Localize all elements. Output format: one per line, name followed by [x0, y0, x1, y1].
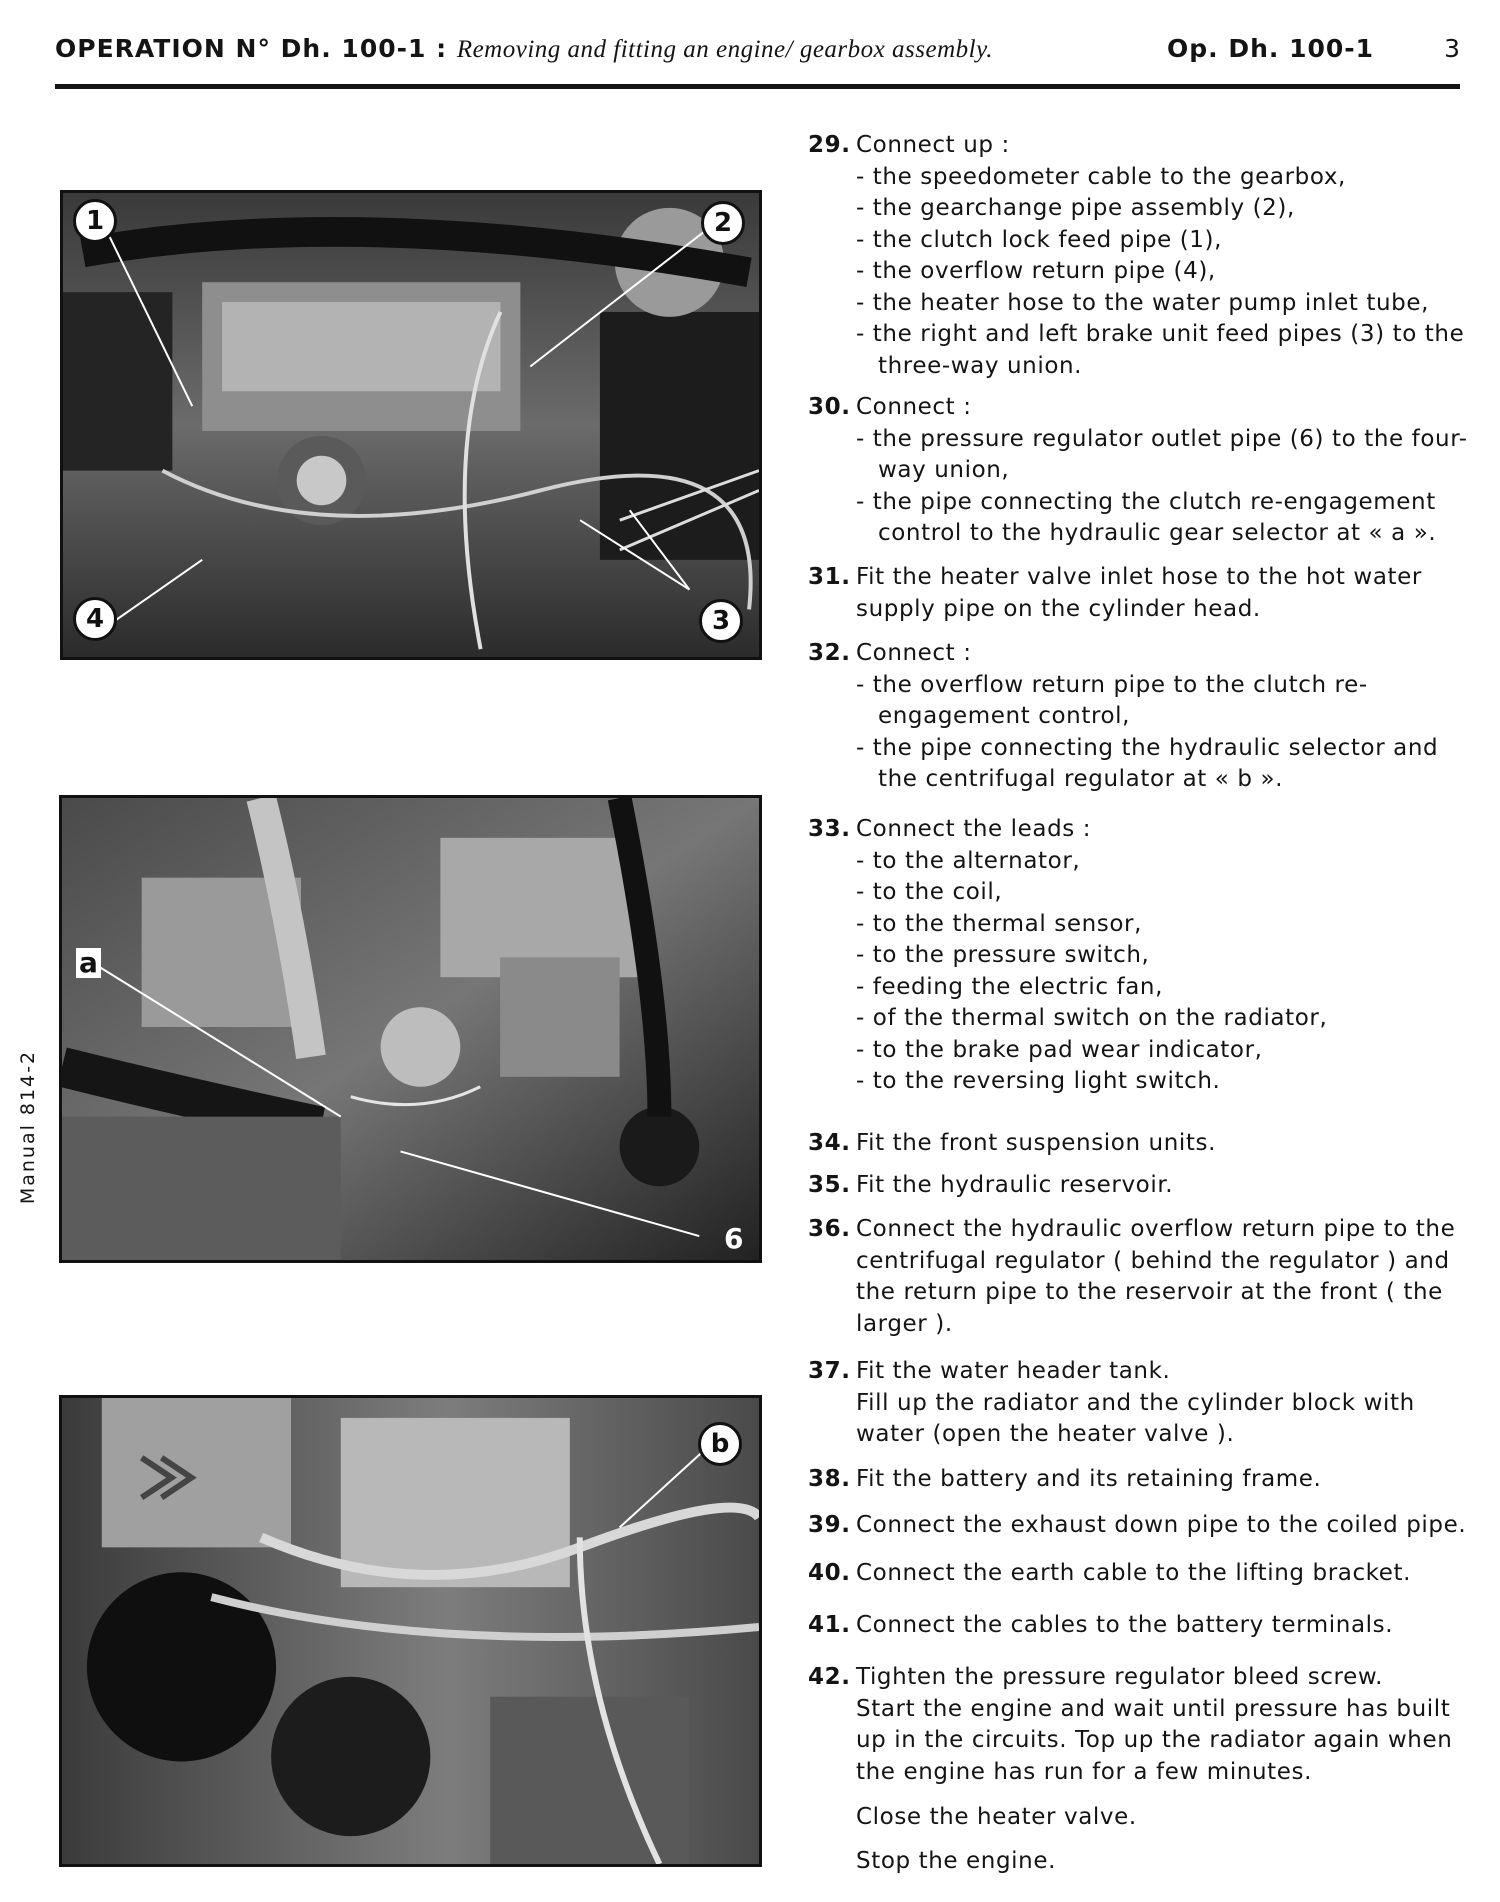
step-text: Connect : [856, 640, 972, 666]
step-37 [808, 1356, 1468, 1451]
step-sub-item: - the heater hose to the water pump inlet tube, [856, 289, 1430, 316]
step-number: 35. [808, 1172, 851, 1198]
step-paragraph: Start the engine and wait until pressure has built up in the circuits. Top up the radiator again when the engine has run for a few minutes. [856, 1695, 1453, 1785]
step-number: 32. [808, 640, 851, 666]
step-text: Fit the hydraulic reservoir. [856, 1172, 1174, 1198]
step-39 [808, 1510, 1468, 1542]
step-sub-item: - the pipe connecting the hydraulic selector and the centrifugal regulator at « b ». [856, 734, 1439, 792]
step-text: Connect the cables to the battery terminals. [856, 1612, 1394, 1638]
step-paragraph: Fill up the radiator and the cylinder block with water (open the heater valve ). [856, 1389, 1415, 1447]
step-number: 37. [808, 1358, 851, 1384]
page-header [55, 28, 1460, 89]
step-sub-item: - the overflow return pipe (4), [856, 258, 1216, 284]
label-6: 6 [724, 1222, 744, 1255]
step-text: Tighten the pressure regulator bleed screw. [856, 1664, 1384, 1690]
callout-4: 4 [73, 597, 117, 641]
label-a: a [76, 948, 101, 978]
step-38 [808, 1464, 1468, 1496]
step-number: 31. [808, 564, 851, 590]
step-text: Connect the hydraulic overflow return pipe to the centrifugal regulator ( behind the regulator ) and the return pipe to the reservoir at the front ( the larger ). [856, 1216, 1456, 1337]
step-sub-item: - the overflow return pipe to the clutch re-engagement control, [856, 671, 1368, 729]
step-number: 42. [808, 1664, 851, 1690]
step-sub-item: - to the pressure switch, [856, 942, 1150, 968]
step-sub-item: - feeding the electric fan, [856, 973, 1163, 1000]
callout-1: 1 [73, 199, 117, 243]
step-sub-item: - to the coil, [856, 879, 1003, 905]
step-33 [808, 814, 1468, 1098]
step-text: Connect up : [856, 132, 1010, 158]
step-30 [808, 392, 1468, 550]
step-31 [808, 562, 1468, 625]
step-text: Fit the heater valve inlet hose to the hot water supply pipe on the cylinder head. [856, 564, 1422, 622]
step-paragraph: Close the heater valve. [856, 1804, 1137, 1830]
step-sub-item: - to the brake pad wear indicator, [856, 1036, 1263, 1063]
step-41 [808, 1610, 1468, 1642]
step-number: 36. [808, 1216, 851, 1242]
engine-photo-1 [60, 190, 762, 660]
callout-3: 3 [699, 599, 743, 643]
step-42 [808, 1662, 1468, 1877]
manual-reference: Manual 814-2 [17, 1049, 39, 1205]
step-number: 38. [808, 1466, 851, 1492]
step-text: Fit the water header tank. [856, 1358, 1171, 1384]
step-sub-item: - to the alternator, [856, 847, 1081, 874]
page-number: 3 [1444, 34, 1460, 63]
step-number: 33. [808, 816, 851, 842]
step-35 [808, 1170, 1468, 1202]
engine-photo-1-image [63, 193, 759, 657]
step-32 [808, 638, 1468, 796]
step-number: 34. [808, 1130, 851, 1156]
operation-number: OPERATION N° Dh. 100-1 : [55, 34, 448, 63]
step-number: 40. [808, 1560, 851, 1586]
engine-photo-3 [59, 1395, 762, 1867]
step-text: Connect the exhaust down pipe to the coiled pipe. [856, 1512, 1467, 1538]
step-29 [808, 130, 1468, 382]
callout-b: b [698, 1422, 742, 1466]
step-sub-item: - the pipe connecting the clutch re-engagement control to the hydraulic gear selector at « a ». [856, 488, 1437, 546]
step-sub-item: - to the reversing light switch. [856, 1068, 1221, 1094]
operation-title [55, 34, 993, 64]
step-text: Connect the earth cable to the lifting bracket. [856, 1560, 1412, 1586]
step-text: Connect the leads : [856, 816, 1092, 842]
operation-reference: Op. Dh. 100-1 [1167, 34, 1375, 63]
step-sub-item: - the speedometer cable to the gearbox, [856, 163, 1346, 190]
step-text: Fit the front suspension units. [856, 1130, 1217, 1156]
step-36 [808, 1214, 1468, 1340]
step-sub-item: - the pressure regulator outlet pipe (6) to the four-way union, [856, 425, 1468, 483]
callout-2: 2 [701, 201, 745, 245]
step-sub-item: - the right and left brake unit feed pipes (3) to the three-way union. [856, 321, 1465, 379]
step-sub-item: - to the thermal sensor, [856, 910, 1142, 937]
step-sub-item: - the clutch lock feed pipe (1), [856, 226, 1223, 253]
step-text: Fit the battery and its retaining frame. [856, 1466, 1322, 1492]
step-40 [808, 1558, 1468, 1590]
engine-photo-3-image [62, 1398, 759, 1864]
step-34 [808, 1128, 1468, 1160]
step-paragraph: Stop the engine. [856, 1847, 1057, 1874]
step-number: 39. [808, 1512, 851, 1538]
operation-description: Removing and fitting an engine/ gearbox assembly. [456, 36, 994, 63]
engine-photo-2 [59, 795, 762, 1263]
step-sub-item: - of the thermal switch on the radiator, [856, 1005, 1328, 1031]
step-number: 30. [808, 394, 851, 420]
engine-photo-2-image [62, 798, 759, 1260]
step-sub-item: - the gearchange pipe assembly (2), [856, 195, 1295, 221]
step-number: 41. [808, 1612, 851, 1638]
step-text: Connect : [856, 394, 972, 420]
step-number: 29. [808, 132, 851, 158]
